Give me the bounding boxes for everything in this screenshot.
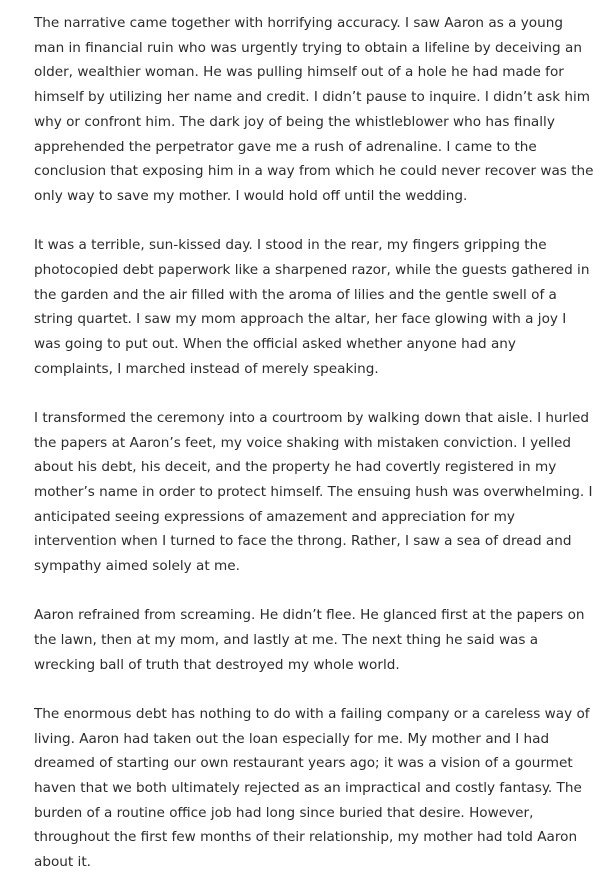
paragraph-5: The enormous debt has nothing to do with a failing company or a careless way of living. Aaron had taken out the loan especially for me. My mother and I had dreamed of starting our own restaurant years ago; it was a vision of a gourmet haven that we both ultimately rejected as an impractical and costly fantasy. The burden of a routine office job had long since buried that desire. However, throughout the first few months of their relationship, my mother had told Aaron about it. [34, 705, 590, 871]
paragraph-4: Aaron refrained from screaming. He didn’t flee. He glanced first at the papers on the lawn, then at my mom, and lastly at me. The next thing he said was a wrecking ball of truth that destroyed my whole world. [34, 607, 585, 673]
paragraph-2: It was a terrible, sun-kissed day. I stood in the rear, my fingers gripping the photocopied debt paperwork like a sharpened razor, while the guests gathered in the garden and the air filled with the aroma of lilies and the gentle swell of a string quartet. I saw my mom approach the altar, her face glowing with a joy I was going to put out. When the official asked whether anyone had any complaints, I marched instead of merely speaking. [34, 237, 590, 377]
paragraph-1: The narrative came together with horrifying accuracy. I saw Aaron as a young man in financial ruin who was urgently trying to obtain a lifeline by deceiving an older, wealthier woman. He was pulling himself out of a hole he had made for himself by utilizing her name and credit. I didn’t pause to inquire. I didn’t ask him why or confront him. The dark joy of being the whistleblower who has finally apprehended the perpetrator gave me a rush of adrenaline. I came to the conclusion that exposing him in a way from which he could never recover was the only way to save my mother. I would hold off until the wedding. [34, 15, 594, 204]
paragraph-3: I transformed the ceremony into a courtroom by walking down that aisle. I hurled the papers at Aaron’s feet, my voice shaking with mistaken conviction. I yelled about his debt, his deceit, and the property he had covertly registered in my mother’s name in order to protect himself. The ensuing hush was overwhelming. I anticipated seeing expressions of amazement and appreciation for my intervention when I turned to face the throng. Rather, I saw a sea of dread and sympathy aimed solely at me. [34, 409, 593, 575]
